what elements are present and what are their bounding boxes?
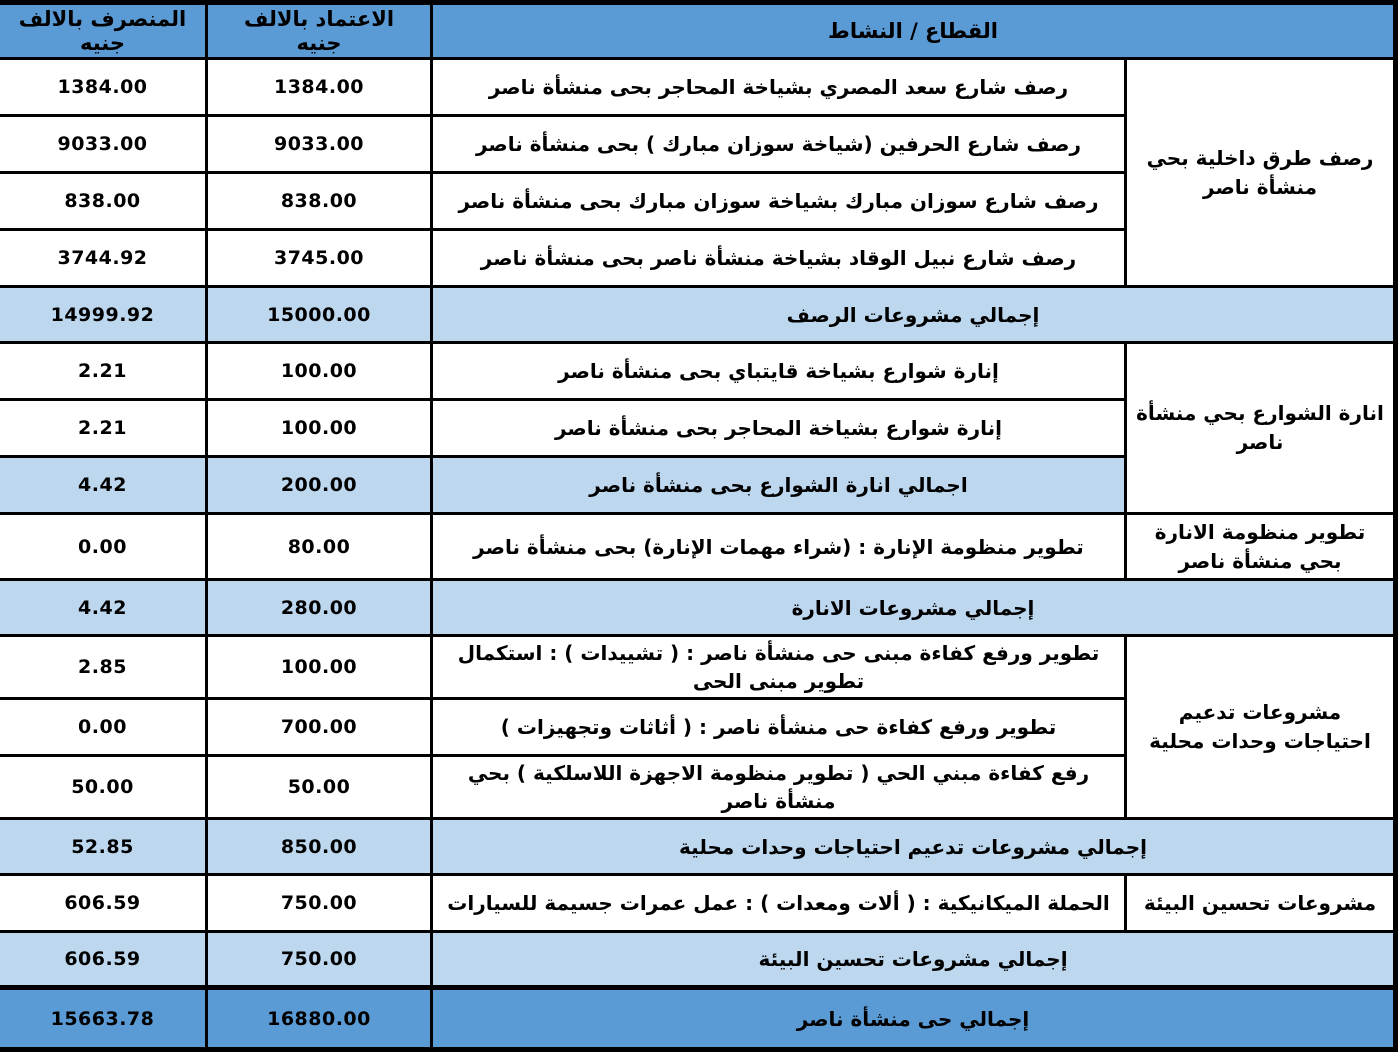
disbursed-cell: 2.85: [0, 636, 207, 699]
subtotal-row-environment: [0, 932, 1396, 988]
disbursed-cell: 0.00: [0, 514, 207, 580]
allocation-cell: 1384.00: [207, 59, 432, 116]
disbursed-cell: 838.00: [0, 173, 207, 230]
table-row: [0, 59, 1396, 116]
subtotal-allocation: 15000.00: [207, 287, 432, 343]
disbursed-cell: 2.21: [0, 343, 207, 400]
table-row: [0, 514, 1396, 580]
group-subtotal-disbursed: 4.42: [0, 457, 207, 514]
disbursed-cell: 606.59: [0, 875, 207, 932]
table-row: [0, 875, 1396, 932]
group-subtotal-allocation: 200.00: [207, 457, 432, 514]
category-street-lighting: انارة الشوارع بحي منشأة ناصر: [1126, 343, 1396, 514]
activity-cell: تطوير ورفع كفاءة مبنى حى منشأة ناصر : ( تشييدات ) : استكمال تطوير مبنى الحى: [432, 636, 1126, 699]
subtotal-disbursed: 4.42: [0, 580, 207, 636]
allocation-cell: 100.00: [207, 343, 432, 400]
grand-total-row: [0, 988, 1396, 1050]
activity-cell: رصف شارع سوزان مبارك بشياخة سوزان مبارك بحى منشأة ناصر: [432, 173, 1126, 230]
activity-cell: رفع كفاءة مبني الحي ( تطوير منظومة الاجهزة اللاسلكية ) بحي منشأة ناصر: [432, 756, 1126, 819]
grand-total-allocation: 16880.00: [207, 988, 432, 1050]
allocation-cell: 100.00: [207, 400, 432, 457]
disbursed-cell: 2.21: [0, 400, 207, 457]
header-allocation: الاعتماد بالالف جنيه: [207, 3, 432, 59]
activity-cell: رصف شارع نبيل الوقاد بشياخة منشأة ناصر بحى منشأة ناصر: [432, 230, 1126, 287]
activity-cell: إنارة شوارع بشياخة قايتباي بحى منشأة ناصر: [432, 343, 1126, 400]
subtotal-row-paving: [0, 287, 1396, 343]
grand-total-label: إجمالي حى منشأة ناصر: [432, 988, 1396, 1050]
activity-cell: تطوير ورفع كفاءة حى منشأة ناصر : ( أثاثات وتجهيزات ): [432, 699, 1126, 756]
disbursed-cell: 1384.00: [0, 59, 207, 116]
allocation-cell: 80.00: [207, 514, 432, 580]
activity-cell: إنارة شوارع بشياخة المحاجر بحى منشأة ناصر: [432, 400, 1126, 457]
header-disbursed: المنصرف بالالف جنيه: [0, 3, 207, 59]
allocation-cell: 9033.00: [207, 116, 432, 173]
subtotal-allocation: 750.00: [207, 932, 432, 988]
category-paving: رصف طرق داخلية بحي منشأة ناصر: [1126, 59, 1396, 287]
category-lighting-system: تطوير منظومة الانارة بحي منشأة ناصر: [1126, 514, 1396, 580]
subtotal-row-lighting: [0, 580, 1396, 636]
disbursed-cell: 0.00: [0, 699, 207, 756]
subtotal-allocation: 280.00: [207, 580, 432, 636]
subtotal-label: إجمالي مشروعات تحسين البيئة: [432, 932, 1396, 988]
group-subtotal-label: اجمالي انارة الشوارع بحى منشأة ناصر: [432, 457, 1126, 514]
activity-cell: رصف شارع الحرفين (شياخة سوزان مبارك ) بحى منشأة ناصر: [432, 116, 1126, 173]
disbursed-cell: 9033.00: [0, 116, 207, 173]
activity-cell: تطوير منظومة الإنارة : (شراء مهمات الإنارة) بحى منشأة ناصر: [432, 514, 1126, 580]
allocation-cell: 838.00: [207, 173, 432, 230]
subtotal-allocation: 850.00: [207, 819, 432, 875]
disbursed-cell: 50.00: [0, 756, 207, 819]
table-header-row: [0, 3, 1396, 59]
table-row: [0, 343, 1396, 400]
header-sector-activity: القطاع / النشاط: [432, 3, 1396, 59]
allocation-cell: 100.00: [207, 636, 432, 699]
subtotal-label: إجمالي مشروعات تدعيم احتياجات وحدات محلية: [432, 819, 1396, 875]
subtotal-row-support: [0, 819, 1396, 875]
table-row: [0, 636, 1396, 699]
grand-total-disbursed: 15663.78: [0, 988, 207, 1050]
subtotal-disbursed: 606.59: [0, 932, 207, 988]
allocation-cell: 50.00: [207, 756, 432, 819]
subtotal-label: إجمالي مشروعات الانارة: [432, 580, 1396, 636]
disbursed-cell: 3744.92: [0, 230, 207, 287]
allocation-cell: 3745.00: [207, 230, 432, 287]
allocation-cell: 700.00: [207, 699, 432, 756]
category-environment: مشروعات تحسين البيئة: [1126, 875, 1396, 932]
allocation-cell: 750.00: [207, 875, 432, 932]
subtotal-disbursed: 52.85: [0, 819, 207, 875]
subtotal-label: إجمالي مشروعات الرصف: [432, 287, 1396, 343]
subtotal-disbursed: 14999.92: [0, 287, 207, 343]
category-local-units-support: مشروعات تدعيم احتياجات وحدات محلية: [1126, 636, 1396, 819]
activity-cell: الحملة الميكانيكية : ( ألات ومعدات ) : عمل عمرات جسيمة للسيارات: [432, 875, 1126, 932]
activity-cell: رصف شارع سعد المصري بشياخة المحاجر بحى منشأة ناصر: [432, 59, 1126, 116]
